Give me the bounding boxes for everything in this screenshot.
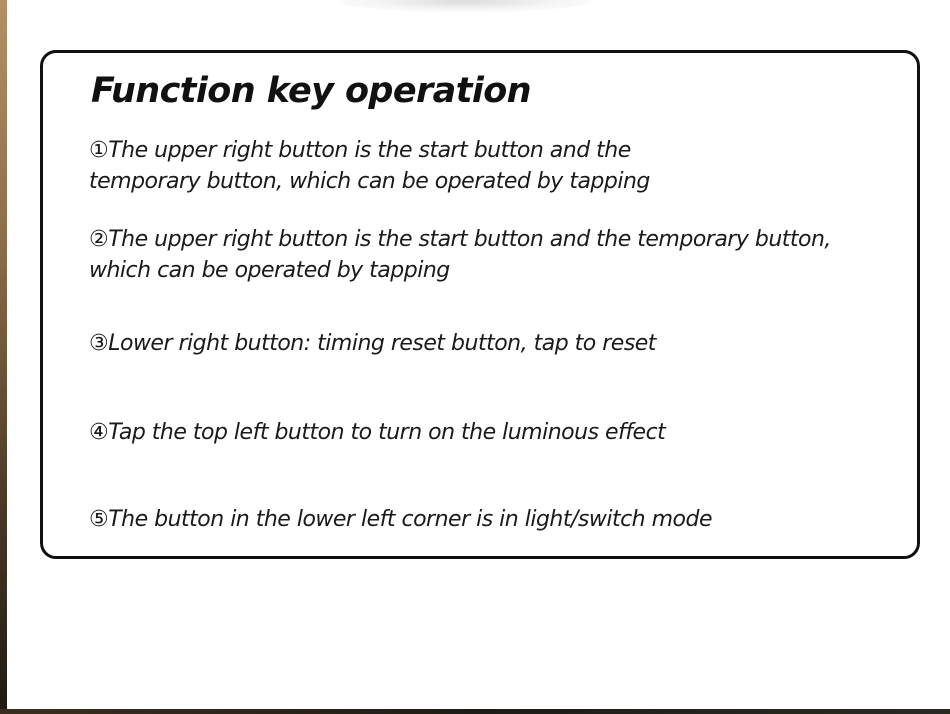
- instruction-item-5: [89, 504, 889, 535]
- instruction-item-1: [89, 135, 889, 197]
- instruction-item-3: [89, 328, 889, 359]
- instruction-item-1-line-2: temporary button, which can be operated by tapping: [89, 169, 650, 194]
- instruction-card: [40, 50, 920, 559]
- top-shadow-decoration: [340, 0, 590, 12]
- instruction-item-4: [89, 417, 889, 448]
- instruction-item-3-line-1: ③Lower right button: timing reset button, tap to reset: [89, 331, 656, 356]
- left-edge-decoration: [0, 0, 7, 714]
- instruction-item-2: [89, 224, 889, 286]
- instruction-item-2-line-1: ②The upper right button is the start button and the temporary button,: [89, 227, 831, 252]
- instruction-item-5-line-1: ⑤The button in the lower left corner is in light/switch mode: [89, 507, 713, 532]
- card-title: Function key operation: [91, 71, 531, 111]
- bottom-edge-decoration: [0, 709, 950, 714]
- instruction-item-1-line-1: ①The upper right button is the start button and the: [89, 138, 631, 163]
- instruction-item-2-line-2: which can be operated by tapping: [89, 258, 450, 283]
- instruction-item-4-line-1: ④Tap the top left button to turn on the luminous effect: [89, 420, 666, 445]
